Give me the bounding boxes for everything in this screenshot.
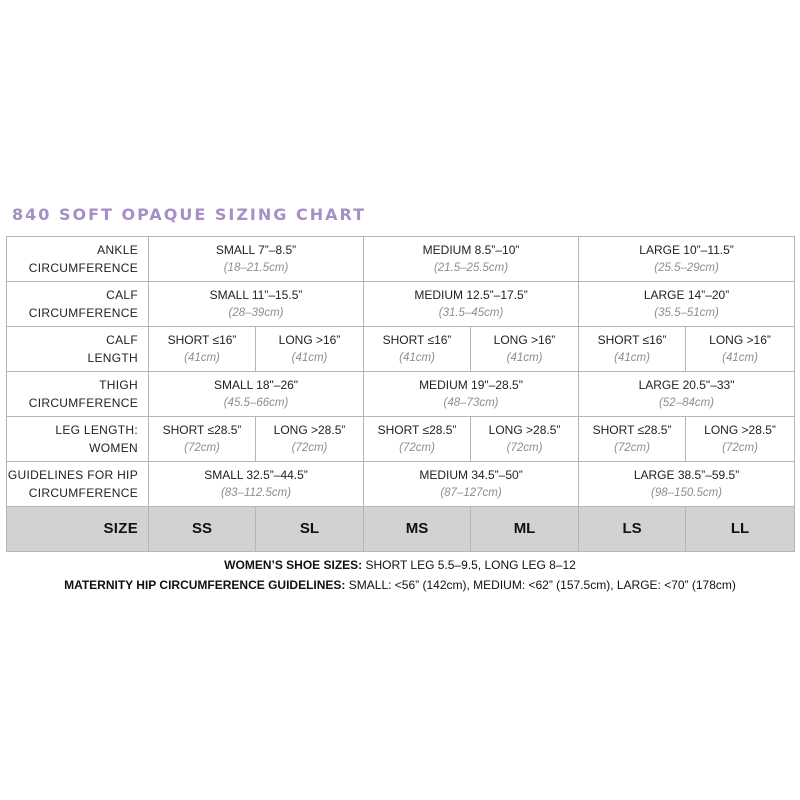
table-cell: SMALL 32.5”–44.5” (83–112.5cm) [149, 462, 364, 507]
table-cell: SMALL 11”–15.5” (28–39cm) [149, 282, 364, 327]
row-ankle-circumference [7, 237, 795, 282]
size-label: SIZE [7, 507, 149, 552]
table-cell: LONG >28.5” (72cm) [686, 417, 795, 462]
row-thigh-circumference [7, 372, 795, 417]
sizing-table [6, 236, 795, 552]
row-label: GUIDELINES FOR HIP CIRCUMFERENCE [7, 462, 149, 507]
row-size-codes [7, 507, 795, 552]
table-cell: LONG >16” (41cm) [686, 327, 795, 372]
row-label: ANKLE CIRCUMFERENCE [7, 237, 149, 282]
table-cell: SHORT ≤28.5” (72cm) [149, 417, 256, 462]
table-cell: SHORT ≤16” (41cm) [364, 327, 471, 372]
table-cell: LARGE 10”–11.5” (25.5–29cm) [579, 237, 795, 282]
size-code: SL [256, 507, 364, 552]
row-calf-length [7, 327, 795, 372]
row-label: CALF CIRCUMFERENCE [7, 282, 149, 327]
table-cell: SHORT ≤16” (41cm) [579, 327, 686, 372]
table-cell: MEDIUM 8.5”–10” (21.5–25.5cm) [364, 237, 579, 282]
row-leg-length [7, 417, 795, 462]
maternity-text: SMALL: <56” (142cm), MEDIUM: <62” (157.5cm), LARGE: <70” (178cm) [345, 578, 736, 592]
row-label: LEG LENGTH: WOMEN [7, 417, 149, 462]
size-code: LS [579, 507, 686, 552]
table-cell: SHORT ≤28.5” (72cm) [579, 417, 686, 462]
table-cell: LONG >28.5” (72cm) [256, 417, 364, 462]
shoe-size-text: SHORT LEG 5.5–9.5, LONG LEG 8–12 [362, 558, 576, 572]
row-label: THIGH CIRCUMFERENCE [7, 372, 149, 417]
table-cell: SMALL 7”–8.5” (18–21.5cm) [149, 237, 364, 282]
chart-title: 840 SOFT OPAQUE SIZING CHART [12, 205, 366, 224]
maternity-note [0, 578, 800, 592]
size-code: MS [364, 507, 471, 552]
row-hip-guidelines [7, 462, 795, 507]
row-calf-circumference [7, 282, 795, 327]
shoe-size-label: WOMEN’S SHOE SIZES: [224, 558, 363, 572]
size-code: LL [686, 507, 795, 552]
table-cell: LONG >16” (41cm) [471, 327, 579, 372]
size-code: SS [149, 507, 256, 552]
table-cell: LARGE 20.5"–33" (52–84cm) [579, 372, 795, 417]
row-label: CALF LENGTH [7, 327, 149, 372]
maternity-label: MATERNITY HIP CIRCUMFERENCE GUIDELINES: [64, 578, 346, 592]
table-cell: LARGE 38.5”–59.5” (98–150.5cm) [579, 462, 795, 507]
table-cell: SHORT ≤16” (41cm) [149, 327, 256, 372]
table-cell: MEDIUM 12.5”–17.5” (31.5–45cm) [364, 282, 579, 327]
table-cell: LONG >28.5” (72cm) [471, 417, 579, 462]
table-cell: SHORT ≤28.5” (72cm) [364, 417, 471, 462]
table-cell: LARGE 14”–20” (35.5–51cm) [579, 282, 795, 327]
table-cell: MEDIUM 34.5”–50” (87–127cm) [364, 462, 579, 507]
shoe-size-note [0, 558, 800, 572]
table-cell: SMALL 18"–26" (45.5–66cm) [149, 372, 364, 417]
table-cell: LONG >16” (41cm) [256, 327, 364, 372]
table-cell: MEDIUM 19"–28.5" (48–73cm) [364, 372, 579, 417]
size-code: ML [471, 507, 579, 552]
